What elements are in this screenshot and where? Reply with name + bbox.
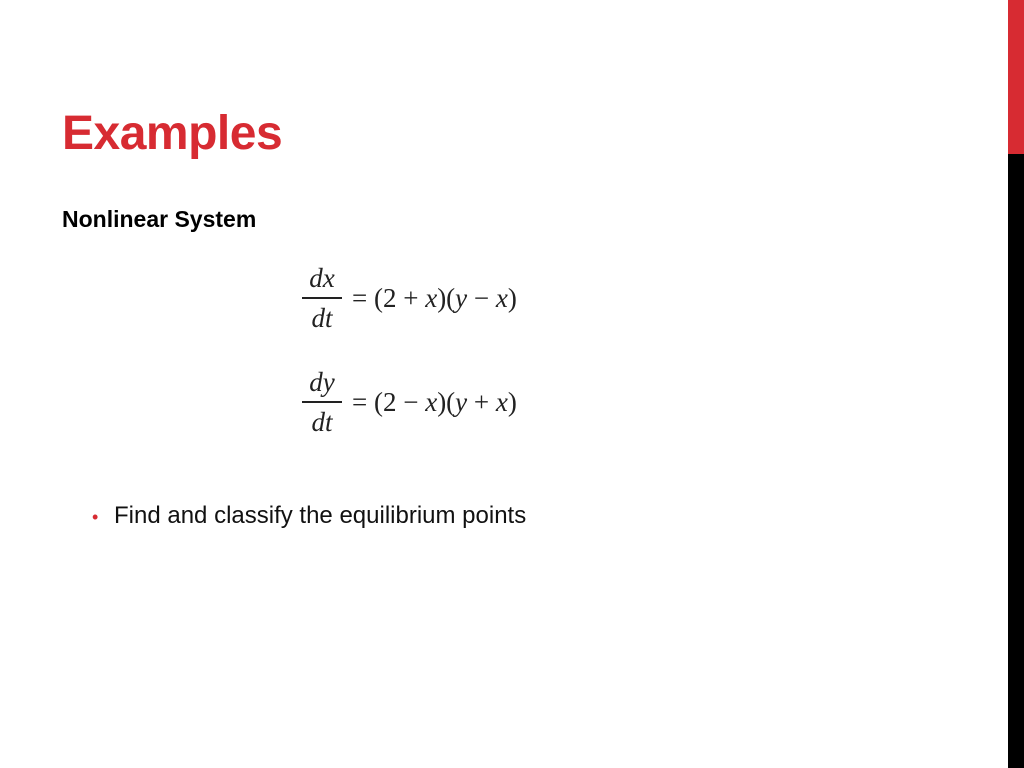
bullet-text: Find and classify the equilibrium points	[114, 502, 527, 529]
accent-bar-red	[1008, 0, 1024, 154]
equation-rhs: = (2 − x)(y + x)	[352, 386, 517, 417]
bullet-list	[92, 500, 526, 533]
fraction-numerator: dy	[309, 367, 335, 398]
equation-block	[300, 258, 600, 448]
equation-rhs: = (2 + x)(y − x)	[352, 282, 517, 313]
slide-subtitle: Nonlinear System	[62, 206, 257, 232]
list-item	[92, 500, 526, 533]
fraction-denominator: dt	[311, 302, 333, 333]
slide-title: Examples	[62, 107, 283, 160]
equation-dx-dt	[300, 258, 517, 338]
equation-dy-dt	[300, 362, 517, 442]
accent-bar-black	[1008, 154, 1024, 768]
fraction-denominator: dt	[311, 406, 333, 437]
derivative-fraction	[300, 365, 344, 439]
fraction-numerator: dx	[309, 263, 335, 294]
derivative-fraction	[300, 261, 344, 335]
bullet-icon: •	[92, 507, 99, 527]
